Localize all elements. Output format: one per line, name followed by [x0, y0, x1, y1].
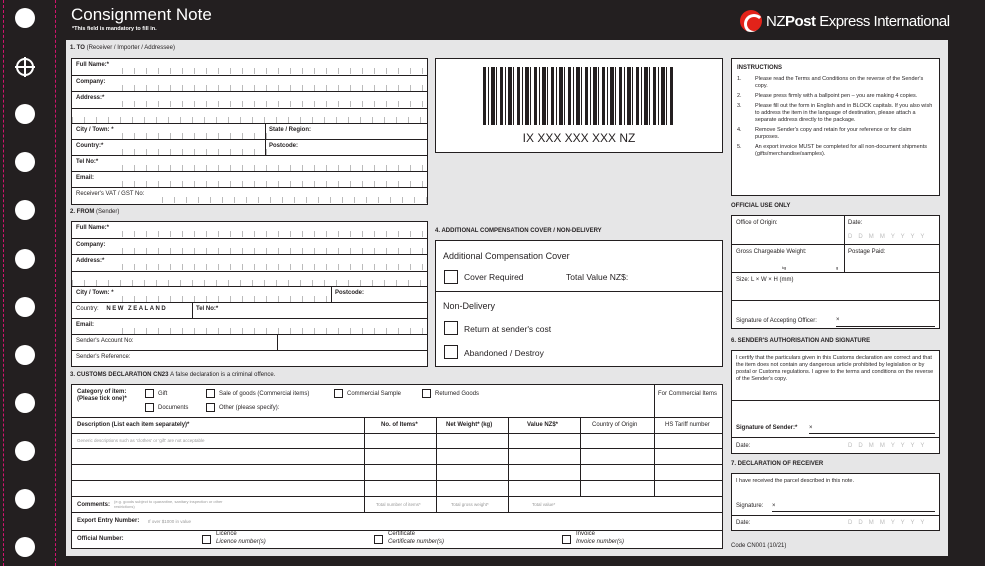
- instructions-list: [737, 76, 934, 158]
- col-value: Value NZ$*: [527, 422, 559, 428]
- punch-hole: [15, 297, 35, 317]
- size-label: Size: L × W × H (mm): [736, 277, 794, 283]
- return-checkbox[interactable]: [444, 321, 458, 335]
- export-hint: If over $1000 in value: [148, 519, 192, 524]
- receiver-address-field[interactable]: Address:*: [72, 91, 427, 123]
- barcode-box: [435, 58, 723, 153]
- form-code: Code CN001 (10/21): [731, 543, 787, 549]
- receiver-declaration-text: I have received the parcel described in this note.: [736, 478, 855, 484]
- section3-box: Category of item: (Please tick one)* Gift Documents Sale of goods (Commercial items) Other (please specify): Commercial Sample Returned Goods For Commercial Items Description (List each item separately)* No. of Items* Net Weight* (kg) Value NZ$* Country of Origin HS Tariff number Generic descriptions such as 'clothes' or 'gift' are not acceptable Comments: (e.g. goods subject to quarantine, sanitary inspection or other restrictions) Total number of items* Total gross weight* Total value* Export Entry Number: If over $1000 in value Official Number: Licence Licence number(s) Certificate Certificate number(s) Invoice Invoice number(s): [71, 384, 723, 549]
- section6-box: I certify that the particulars given in this Customs declaration are correct and that the item does not contain any dangerous article prohibited by legislation or by postal or Customs regulations. I agree to the terms and conditions on the reverse of the Sender's copy. Signature of Sender:* × Date: D D M M Y Y Y Y: [731, 350, 940, 454]
- perforation-line: [3, 0, 4, 566]
- punch-hole: [15, 249, 35, 269]
- barcode-image: [483, 67, 673, 125]
- sender-company-field[interactable]: Company:: [72, 238, 427, 254]
- receiver-tel-field[interactable]: Tel No:*: [72, 155, 427, 171]
- instruction-item: 2. Please press firmly with a ballpoint pen – you are making 4 copies.: [737, 93, 918, 99]
- sender-city-field[interactable]: City / Town: * Postcode:: [72, 286, 427, 302]
- instruction-item: 5. An export invoice MUST be completed for all non-document shipments (gifts/merchandise/samples).: [737, 144, 928, 157]
- sender-tel-label: Tel No:*: [196, 306, 219, 312]
- cover-required-checkbox[interactable]: [444, 270, 458, 284]
- total-value-label: Total Value NZ$:: [566, 272, 629, 282]
- export-entry-label: Export Entry Number:: [77, 518, 140, 524]
- receiver-country-field[interactable]: Country:* Postcode:: [72, 139, 427, 155]
- col-origin: Country of Origin: [592, 422, 638, 428]
- col-hs: HS Tariff number: [665, 422, 710, 428]
- nzpost-logo-icon: [740, 10, 762, 32]
- section6-heading: 6. SENDER'S AUTHORISATION AND SIGNATURE: [731, 338, 871, 344]
- receiver-vat-field[interactable]: Receiver's VAT / GST No:: [72, 187, 427, 203]
- official-number-label: Official Number:: [77, 536, 124, 542]
- comments-label: Comments:: [77, 502, 111, 508]
- section1-box: [71, 58, 428, 205]
- weight-label: Gross Chargeable Weight:: [736, 249, 807, 255]
- official-heading: OFFICIAL USE ONLY: [731, 203, 791, 209]
- abandoned-checkbox[interactable]: [444, 345, 458, 359]
- official-box: Office of Origin: Date: D D M M Y Y Y Y Gross Chargeable Weight: kg g Postage Paid: Size: L × W × H (mm) Signature of Accepting Officer: ×: [731, 215, 940, 329]
- punch-hole: [15, 345, 35, 365]
- instruction-item: 1. Please read the Terms and Conditions on the reverse of the Sender's copy.: [737, 76, 924, 89]
- sender-reference-field[interactable]: Sender's Reference:: [72, 350, 427, 366]
- instructions-title: INSTRUCTIONS: [737, 65, 782, 71]
- returned-checkbox[interactable]: [422, 389, 431, 398]
- col-number: No. of Items*: [381, 422, 418, 428]
- receiver-postcode-label: Postcode:: [269, 143, 299, 149]
- sender-email-field[interactable]: Email:: [72, 318, 427, 334]
- punch-hole: [15, 489, 35, 509]
- cover-title: Additional Compensation Cover: [443, 251, 570, 261]
- tracking-number: IX XXX XXX XXX NZ: [522, 131, 636, 145]
- receiver-city-field[interactable]: City / Town: * State / Region:: [72, 123, 427, 139]
- punch-hole: [15, 104, 35, 124]
- gift-checkbox[interactable]: [145, 389, 154, 398]
- invoice-checkbox[interactable]: [562, 535, 571, 544]
- official-date-mask[interactable]: D D M M Y Y Y Y: [848, 234, 927, 240]
- col-weight: Net Weight* (kg): [446, 422, 493, 428]
- item-row-3[interactable]: [72, 481, 364, 496]
- receiver-company-field[interactable]: Company:: [72, 75, 427, 91]
- sender-full-name-field[interactable]: Full Name:*: [72, 222, 427, 238]
- section4-box: [435, 240, 723, 367]
- section3-heading: 3. CUSTOMS DECLARATION CN23 A false declaration is a criminal offence.: [70, 372, 276, 378]
- instructions-box: [731, 58, 940, 196]
- receiver-full-name-field[interactable]: Full Name:*: [72, 59, 427, 75]
- abandoned-label: Abandoned / Destroy: [464, 348, 544, 358]
- perforated-strip: [0, 0, 50, 566]
- sample-checkbox[interactable]: [334, 389, 343, 398]
- generic-hint: Generic descriptions such as 'clothes' or 'gift' are not acceptable: [77, 438, 205, 443]
- sender-account-field[interactable]: Sender's Account No:: [72, 334, 427, 350]
- sender-address-field[interactable]: Address:*: [72, 254, 427, 286]
- punch-hole: [15, 537, 35, 557]
- perforation-line: [55, 0, 56, 566]
- cover-required-label: Cover Required: [464, 272, 524, 282]
- other-checkbox[interactable]: [206, 403, 215, 412]
- sender-country-field[interactable]: Country: NEW ZEALAND Tel No:*: [72, 302, 427, 318]
- section7-box: I have received the parcel described in this note. Signature: × Date: D D M M Y Y Y Y: [731, 473, 940, 531]
- office-origin-label: Office of Origin:: [736, 220, 778, 226]
- instruction-item: 4. Remove Sender's copy and retain for your reference or for claim purposes.: [737, 127, 912, 140]
- section4-heading: 4. ADDITIONAL COMPENSATION COVER / NON-DELIVERY: [435, 228, 602, 234]
- official-date-label: Date:: [848, 220, 863, 226]
- section1-heading: 1. TO (Receiver / Importer / Addressee): [70, 45, 175, 51]
- documents-checkbox[interactable]: [145, 403, 154, 412]
- category-hint: (Please tick one)*: [77, 396, 127, 402]
- nzpost-logo: NZ Post Express International: [740, 10, 950, 32]
- certificate-checkbox[interactable]: [374, 535, 383, 544]
- item-row-2[interactable]: [72, 465, 364, 480]
- registration-mark-icon: [16, 58, 34, 76]
- punch-hole: [15, 152, 35, 172]
- total-items-label: Total number of items*: [376, 502, 421, 507]
- non-delivery-title: Non-Delivery: [443, 301, 496, 311]
- punch-hole: [15, 393, 35, 413]
- instruction-item: 3. Please fill out the form in English and in BLOCK capitals. If you also wish to address the item in the language of destination, please attach a separate address directly to the package.: [737, 103, 933, 123]
- sale-checkbox[interactable]: [206, 389, 215, 398]
- sender-signature-label: Signature of Sender:*: [736, 425, 798, 431]
- for-commercial-label: For Commercial Items: [658, 391, 718, 397]
- receiver-signature-label: Signature:: [736, 503, 764, 509]
- total-weight-label: Total gross weight*: [451, 502, 489, 507]
- punch-hole: [15, 200, 35, 220]
- receiver-email-field[interactable]: Email:: [72, 171, 427, 187]
- sender-country-value: NEW ZEALAND: [106, 306, 168, 312]
- page-title: Consignment Note: [71, 5, 212, 24]
- form-paper: [66, 40, 948, 556]
- accepting-officer-label: Signature of Accepting Officer:: [736, 318, 817, 324]
- authorisation-text: I certify that the particulars given in this Customs declaration are correct and that the item does not contain any dangerous article prohibited by legislation or by postal or Customs regulations. I agree to the terms and conditions on the reverse of the Sender's copy.: [736, 355, 934, 382]
- section2-box: [71, 221, 428, 367]
- sender-postcode-label: Postcode:: [335, 290, 365, 296]
- postage-label: Postage Paid:: [848, 249, 886, 255]
- sender-date-label: Date:: [736, 443, 751, 449]
- item-row-1[interactable]: [72, 449, 364, 464]
- sender-date-mask[interactable]: D D M M Y Y Y Y: [848, 443, 927, 449]
- receiver-date-mask[interactable]: D D M M Y Y Y Y: [848, 520, 927, 526]
- licence-checkbox[interactable]: [202, 535, 211, 544]
- category-label: Category of item:: [77, 389, 127, 395]
- return-label: Return at sender's cost: [464, 324, 552, 334]
- col-description: Description (List each item separately)*: [77, 422, 190, 428]
- section7-heading: 7. DECLARATION OF RECEIVER: [731, 461, 824, 467]
- total-value-label-3: Total value*: [532, 502, 556, 507]
- section2-heading: 2. FROM (Sender): [70, 209, 120, 215]
- receiver-state-label: State / Region:: [269, 127, 312, 133]
- punch-hole: [15, 441, 35, 461]
- mandatory-note: *This field is mandatory to fill in.: [72, 26, 157, 32]
- punch-hole: [15, 8, 35, 28]
- comments-hint: (e.g. goods subject to quarantine, sanitary inspection or other restrictions): [114, 499, 223, 509]
- receiver-date-label: Date:: [736, 520, 751, 526]
